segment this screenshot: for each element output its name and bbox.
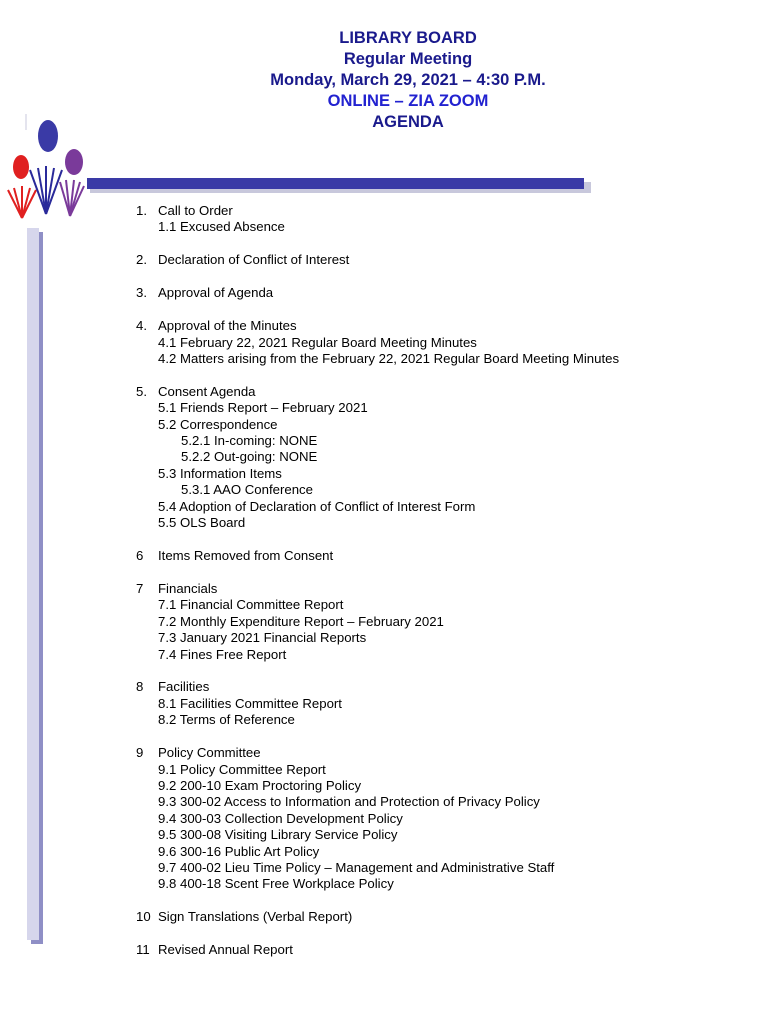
item-number: 11 [136,942,150,958]
sub-item: 5.2 Correspondence [158,416,278,432]
agenda-list [136,203,619,975]
item-title: Sign Translations (Verbal Report) [158,909,353,925]
sub-sub-item: 5.3.1 AAO Conference [181,482,313,498]
item-title: Approval of Agenda [158,285,274,301]
meeting-type: Regular Meeting [343,50,473,68]
sub-item: 8.2 Terms of Reference [158,712,295,728]
sub-item: 9.3 300-02 Access to Information and Protection of Privacy Policy [158,794,540,810]
agenda-item [136,203,619,236]
sub-item: 9.2 200-10 Exam Proctoring Policy [158,777,362,793]
sub-item: 4.2 Matters arising from the February 22, 2021 Regular Board Meeting Minutes [158,350,620,366]
sub-item: 9.5 300-08 Visiting Library Service Policy [158,827,398,843]
sub-item: 9.8 400-18 Scent Free Workplace Policy [158,876,394,892]
sub-item: 9.6 300-16 Public Art Policy [158,843,320,859]
agenda-item [136,252,619,268]
sub-item: 8.1 Facilities Committee Report [158,695,342,711]
sub-item: 4.1 February 22, 2021 Regular Board Meeting Minutes [158,334,477,350]
agenda-item [136,745,619,893]
sub-item: 7.2 Monthly Expenditure Report – February 2021 [158,613,444,629]
meeting-location: ONLINE – ZIA ZOOM [327,92,489,110]
side-rule [27,228,39,940]
agenda-heading: AGENDA [372,113,444,131]
library-logo-icon [0,110,100,230]
header-rule [87,178,584,189]
agenda-item [136,548,619,564]
sub-item: 9.7 400-02 Lieu Time Policy – Management and Administrative Staff [158,860,555,875]
item-title: Approval of the Minutes [158,318,297,334]
item-number: 9 [136,745,144,761]
item-title: Declaration of Conflict of Interest [158,252,350,268]
item-number: 3. [136,285,147,301]
item-title: Consent Agenda [158,383,256,399]
item-title: Policy Committee [158,745,261,761]
item-title: Call to Order [158,203,233,218]
sub-item: 5.3 Information Items [158,465,282,481]
item-number: 5. [136,383,147,399]
sub-item: 7.3 January 2021 Financial Reports [158,630,367,646]
sub-item: 5.4 Adoption of Declaration of Conflict of Interest Form [158,498,476,514]
sub-item: 5.1 Friends Report – February 2021 [158,400,368,416]
sub-item: 9.4 300-03 Collection Development Policy [158,810,403,826]
item-number: 10 [136,909,151,925]
item-number: 7 [136,580,144,596]
agenda-item [136,384,619,532]
sub-sub-item: 5.2.2 Out-going: NONE [181,449,318,465]
agenda-item [136,909,619,925]
item-number: 2. [136,252,147,268]
item-title: Revised Annual Report [158,942,293,958]
agenda-item [136,318,619,367]
sub-item: 1.1 Excused Absence [158,219,285,235]
item-number: 6 [136,548,144,563]
sub-sub-item: 5.2.1 In-coming: NONE [181,433,318,449]
item-title: Financials [158,580,218,596]
agenda-item [136,942,619,958]
sub-item: 5.5 OLS Board [158,515,246,531]
sub-item: 7.4 Fines Free Report [158,646,287,662]
board-title: LIBRARY BOARD [339,29,477,47]
item-number: 1. [136,203,147,218]
agenda-header [158,28,658,133]
sub-item: 9.1 Policy Committee Report [158,761,326,777]
item-title: Items Removed from Consent [158,548,334,563]
item-number: 4. [136,318,147,334]
item-title: Facilities [158,679,210,695]
item-number: 8 [136,679,144,695]
agenda-item [136,581,619,663]
meeting-date: Monday, March 29, 2021 – 4:30 P.M. [270,71,546,89]
sub-item: 7.1 Financial Committee Report [158,597,344,613]
agenda-item [136,679,619,728]
agenda-item [136,285,619,301]
